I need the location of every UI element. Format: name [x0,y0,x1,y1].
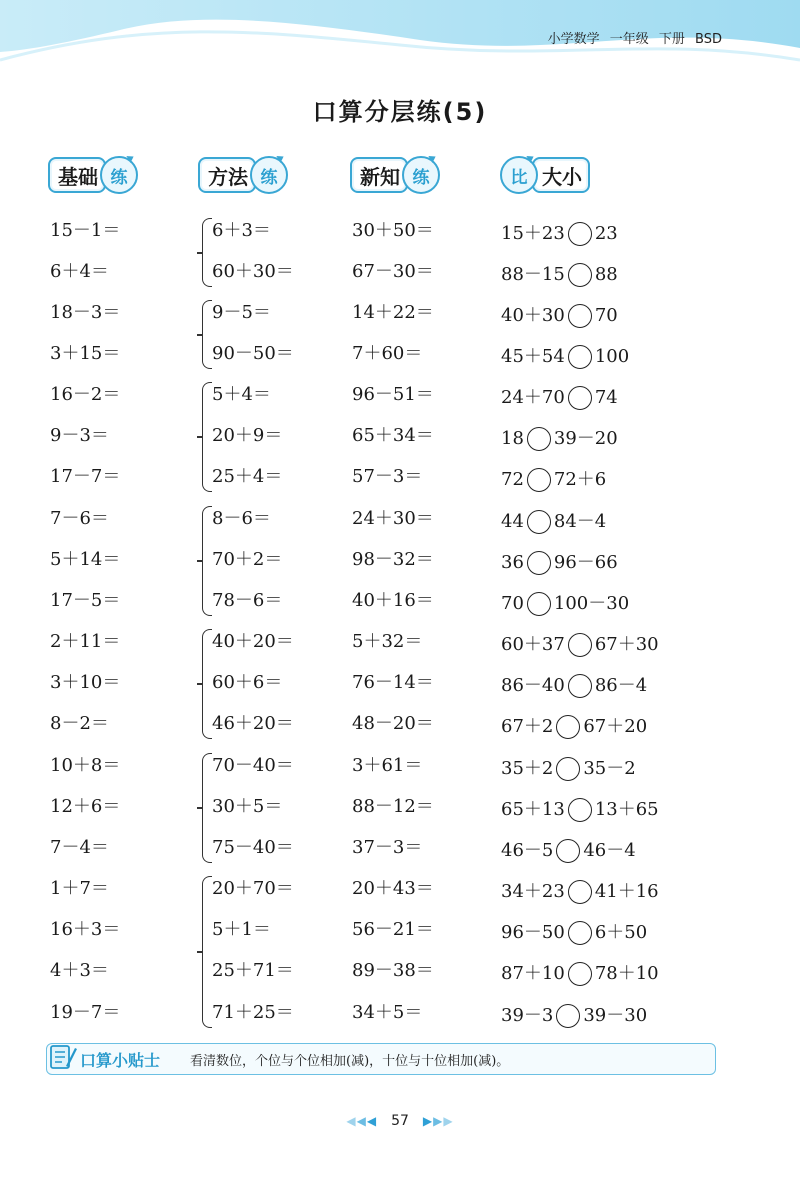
group-brace [202,506,212,616]
new-exercise: 20＋43＝ [352,878,434,899]
answer-circle[interactable] [568,880,592,904]
brace-tip [197,334,202,336]
answer-circle[interactable] [568,633,592,657]
new-exercise: 48－20＝ [352,713,434,734]
brace-tip [197,807,202,809]
new-exercise: 88－12＝ [352,796,434,817]
column-header-compare [500,156,590,194]
new-exercise: 30＋50＝ [352,220,434,241]
brace-tip [197,951,202,953]
basic-exercise: 16－2＝ [50,384,121,405]
compare-left: 39－3 [501,1005,554,1026]
compare-right: 72＋6 [553,469,607,490]
new-exercise: 5＋32＝ [352,631,423,652]
group-brace [202,218,212,287]
answer-circle[interactable] [568,345,592,369]
method-exercise: 30＋5＝ [212,796,283,817]
basic-exercise: 19－7＝ [50,1002,121,1023]
method-exercise: 5＋4＝ [212,384,271,405]
new-exercise: 57－3＝ [352,466,423,487]
compare-right: 6＋50 [594,922,648,943]
compare-exercise [501,839,636,863]
compare-right: 78＋10 [594,963,659,984]
answer-circle[interactable] [556,715,580,739]
new-exercise: 14＋22＝ [352,302,434,323]
tip-label: 口算小贴士 [80,1051,161,1070]
method-exercise: 46＋20＝ [212,713,294,734]
basic-exercise: 9－3＝ [50,425,109,446]
compare-exercise [501,674,647,698]
answer-circle[interactable] [568,222,592,246]
page-footer [0,1113,800,1129]
compare-exercise [501,468,606,492]
answer-circle[interactable] [568,386,592,410]
method-exercise: 6＋3＝ [212,220,271,241]
basic-exercise: 12＋6＝ [50,796,121,817]
compare-left: 46－5 [501,840,554,861]
new-exercise: 40＋16＝ [352,590,434,611]
compare-exercise [501,962,659,986]
new-exercise: 56－21＝ [352,919,434,940]
compare-exercise [501,222,618,246]
answer-circle[interactable] [568,921,592,945]
page-number: 57 [391,1113,409,1129]
new-exercise: 65＋34＝ [352,425,434,446]
group-brace [202,382,212,492]
compare-right: 74 [594,387,618,408]
practice-badge-icon: 练 [250,156,288,194]
compare-left: 45＋54 [501,346,565,367]
compare-exercise [501,551,618,575]
basic-exercise: 7－4＝ [50,837,109,858]
answer-circle[interactable] [568,304,592,328]
compare-exercise [501,345,629,369]
compare-left: 96－50 [501,922,565,943]
compare-left: 36 [501,552,524,573]
basic-exercise: 5＋14＝ [50,549,121,570]
compare-exercise [501,715,647,739]
answer-circle[interactable] [556,839,580,863]
new-exercise: 37－3＝ [352,837,423,858]
basic-exercise: 15－1＝ [50,220,121,241]
compare-badge-icon: 比 [500,156,538,194]
method-exercise: 60＋6＝ [212,672,283,693]
compare-exercise [501,510,606,534]
brace-tip [197,436,202,438]
answer-circle[interactable] [568,263,592,287]
compare-left: 88－15 [501,264,565,285]
prev-arrows-icon: ◀◀◀ [346,1114,378,1128]
group-brace [202,300,212,369]
practice-badge-icon: 练 [100,156,138,194]
practice-badge-icon: 练 [402,156,440,194]
compare-exercise [501,757,636,781]
brace-tip [197,560,202,562]
column-header-method [198,156,288,194]
compare-exercise [501,880,659,904]
compare-left: 72 [501,469,524,490]
method-exercise: 70－40＝ [212,755,294,776]
compare-right: 100－30 [553,593,630,614]
compare-left: 67＋2 [501,716,554,737]
compare-left: 34＋23 [501,881,565,902]
compare-left: 15＋23 [501,223,565,244]
new-exercise: 76－14＝ [352,672,434,693]
compare-right: 86－4 [594,675,648,696]
method-exercise: 40＋20＝ [212,631,294,652]
compare-right: 23 [594,223,618,244]
new-exercise: 89－38＝ [352,960,434,981]
new-exercise: 7＋60＝ [352,343,423,364]
compare-right: 67＋30 [594,634,659,655]
compare-right: 46－4 [583,840,636,861]
brace-tip [197,683,202,685]
compare-right: 41＋16 [594,881,659,902]
method-exercise: 5＋1＝ [212,919,271,940]
new-exercise: 3＋61＝ [352,755,423,776]
method-exercise: 25＋71＝ [212,960,294,981]
new-exercise: 98－32＝ [352,549,434,570]
compare-right: 35－2 [583,758,636,779]
group-brace [202,753,212,863]
answer-circle[interactable] [527,468,551,492]
column-header-new [350,156,440,194]
group-brace [202,629,212,739]
answer-circle[interactable] [527,427,551,451]
basic-exercise: 16＋3＝ [50,919,121,940]
book-info: 小学数学 一年级 下册 BSD [547,32,722,47]
method-exercise: 20＋70＝ [212,878,294,899]
column-label-compare: 大小 [532,157,590,193]
compare-exercise [501,798,659,822]
basic-exercise: 6＋4＝ [50,261,109,282]
compare-right: 70 [594,305,618,326]
answer-circle[interactable] [556,757,580,781]
compare-left: 60＋37 [501,634,565,655]
column-label-method: 方法 [198,157,256,193]
method-exercise: 75－40＝ [212,837,294,858]
method-exercise: 8－6＝ [212,508,271,529]
compare-left: 44 [501,511,524,532]
answer-circle[interactable] [527,510,551,534]
method-exercise: 90－50＝ [212,343,294,364]
compare-left: 18 [501,428,524,449]
basic-exercise: 17－7＝ [50,466,121,487]
compare-right: 84－4 [553,511,607,532]
method-exercise: 78－6＝ [212,590,283,611]
compare-left: 40＋30 [501,305,565,326]
notebook-pencil-icon [48,1040,78,1072]
basic-exercise: 3＋15＝ [50,343,121,364]
compare-right: 100 [594,346,630,367]
compare-exercise [501,1004,647,1028]
compare-right: 39－20 [553,428,618,449]
compare-exercise [501,921,647,945]
answer-circle[interactable] [556,1004,580,1028]
new-exercise: 24＋30＝ [352,508,434,529]
answer-circle[interactable] [568,962,592,986]
column-label-new: 新知 [350,157,408,193]
answer-circle[interactable] [568,798,592,822]
brace-tip [197,252,202,254]
compare-left: 87＋10 [501,963,565,984]
basic-exercise: 7－6＝ [50,508,109,529]
compare-exercise [501,633,659,657]
compare-right: 88 [594,264,618,285]
method-exercise: 9－5＝ [212,302,271,323]
column-header-basic [48,156,138,194]
new-exercise: 67－30＝ [352,261,434,282]
compare-left: 65＋13 [501,799,565,820]
compare-right: 96－66 [553,552,618,573]
basic-exercise: 18－3＝ [50,302,121,323]
tip-text: 看清数位，个位与个位相加(减)，十位与十位相加(减)。 [190,1054,510,1069]
compare-exercise [501,386,618,410]
method-exercise: 25＋4＝ [212,466,283,487]
method-exercise: 70＋2＝ [212,549,283,570]
answer-circle[interactable] [527,551,551,575]
basic-exercise: 8－2＝ [50,713,109,734]
basic-exercise: 1＋7＝ [50,878,109,899]
compare-right: 67＋20 [583,716,648,737]
compare-exercise [501,263,618,287]
compare-left: 70 [501,593,524,614]
compare-left: 86－40 [501,675,565,696]
new-exercise: 96－51＝ [352,384,434,405]
answer-circle[interactable] [568,674,592,698]
compare-left: 24＋70 [501,387,565,408]
compare-right: 39－30 [583,1005,648,1026]
compare-exercise [501,592,629,616]
method-exercise: 71＋25＝ [212,1002,294,1023]
group-brace [202,876,212,1028]
page-title: 口算分层练(5) [312,98,488,126]
basic-exercise: 10＋8＝ [50,755,121,776]
basic-exercise: 3＋10＝ [50,672,121,693]
method-exercise: 60＋30＝ [212,261,294,282]
basic-exercise: 17－5＝ [50,590,121,611]
compare-right: 13＋65 [594,799,659,820]
compare-exercise [501,304,618,328]
new-exercise: 34＋5＝ [352,1002,423,1023]
method-exercise: 20＋9＝ [212,425,283,446]
compare-exercise [501,427,618,451]
column-label-basic: 基础 [48,157,106,193]
compare-left: 35＋2 [501,758,554,779]
next-arrows-icon: ▶▶▶ [422,1114,454,1128]
answer-circle[interactable] [527,592,551,616]
basic-exercise: 4＋3＝ [50,960,109,981]
basic-exercise: 2＋11＝ [50,631,121,652]
